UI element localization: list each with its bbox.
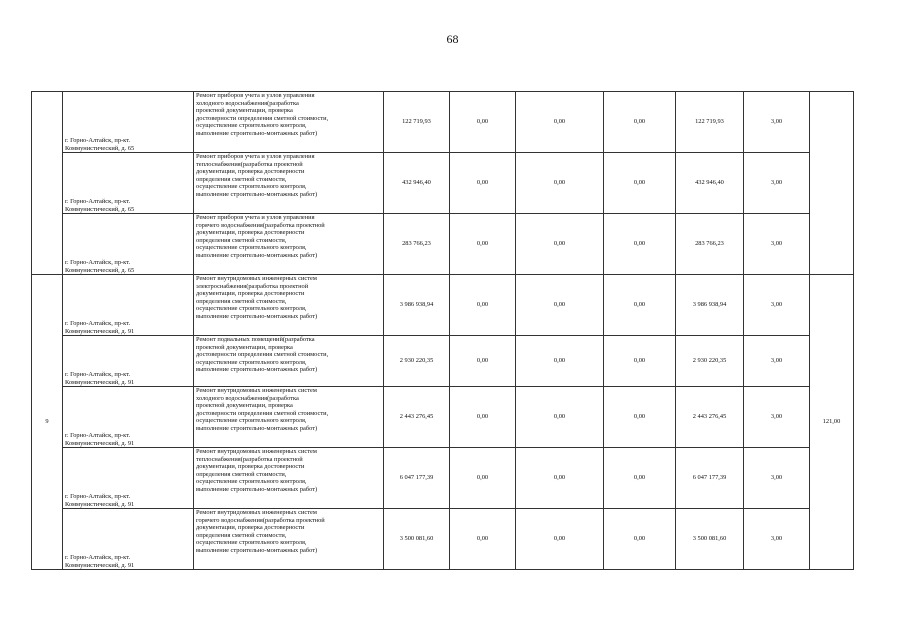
address-line: г. Горно-Алтайск, пр-кт. bbox=[65, 371, 131, 378]
table-row bbox=[32, 448, 854, 509]
rate-cell: 3,00 bbox=[744, 509, 810, 570]
description-line: холодного водоснабжения(разработка bbox=[196, 394, 299, 402]
table-row bbox=[32, 275, 854, 336]
amount-col-4-cell: 0,00 bbox=[604, 92, 676, 153]
description-line: осуществление строительного контроля, bbox=[196, 305, 307, 312]
amount-total-cell: 283 766,23 bbox=[384, 214, 450, 275]
work-description-cell bbox=[194, 214, 384, 275]
description-line: выполнение строительно-монтажных работ) bbox=[196, 251, 318, 259]
rate-cell: 3,00 bbox=[744, 153, 810, 214]
work-description-cell bbox=[194, 92, 384, 153]
address-line: Коммунистический, д. 91 bbox=[65, 561, 135, 569]
work-description-cell bbox=[194, 153, 384, 214]
item-number-cell bbox=[32, 92, 63, 275]
amount-col-2-cell: 0,00 bbox=[450, 387, 516, 448]
description-line: документации, проверка достоверности bbox=[196, 290, 305, 297]
work-description-cell bbox=[194, 387, 384, 448]
amount-col-2-cell: 0,00 bbox=[450, 92, 516, 153]
amount-col-5-cell: 2 443 276,45 bbox=[676, 387, 744, 448]
address-line: г. Горно-Алтайск, пр-кт. bbox=[65, 432, 131, 439]
description-line: Ремонт приборов учета и узлов управления bbox=[196, 214, 315, 221]
amount-col-4-cell: 0,00 bbox=[604, 448, 676, 509]
description-line: осуществление строительного контроля, bbox=[196, 358, 307, 366]
description-line: выполнение строительно-монтажных работ) bbox=[196, 424, 318, 432]
amount-col-3-cell: 0,00 bbox=[516, 92, 604, 153]
work-description-cell bbox=[194, 448, 384, 509]
description-line: определения сметной стоимости, bbox=[196, 470, 287, 478]
description-line: проектной документации, проверка bbox=[196, 343, 293, 351]
amount-total-cell: 6 047 177,39 bbox=[384, 448, 450, 509]
works-table bbox=[31, 91, 854, 570]
description-line: достоверности определения сметной стоимости, bbox=[196, 114, 329, 122]
amount-col-5-cell: 283 766,23 bbox=[676, 214, 744, 275]
address-cell bbox=[63, 214, 194, 275]
description-line: осуществление строительного контроля, bbox=[196, 122, 307, 129]
rate-cell: 3,00 bbox=[744, 275, 810, 336]
description-line: теплоснабжения(разработка проектной bbox=[196, 455, 303, 463]
amount-col-3-cell: 0,00 bbox=[516, 153, 604, 214]
description-line: проектной документации, проверка bbox=[196, 107, 293, 114]
address-line: Коммунистический, д. 65 bbox=[65, 205, 135, 213]
description-line: документации, проверка достоверности bbox=[196, 168, 305, 175]
address-line: г. Горно-Алтайск, пр-кт. bbox=[65, 493, 131, 500]
amount-col-4-cell: 0,00 bbox=[604, 336, 676, 387]
address-cell bbox=[63, 275, 194, 336]
address-line: г. Горно-Алтайск, пр-кт. bbox=[65, 320, 131, 327]
description-line: документации, проверка достоверности bbox=[196, 524, 305, 531]
group-total-cell: 121,00 bbox=[810, 275, 854, 570]
description-line: выполнение строительно-монтажных работ) bbox=[196, 485, 318, 493]
description-line: определения сметной стоимости, bbox=[196, 175, 287, 183]
amount-col-5-cell: 432 946,40 bbox=[676, 153, 744, 214]
description-line: электроснабжения(разработка проектной bbox=[196, 282, 309, 290]
amount-col-4-cell: 0,00 bbox=[604, 153, 676, 214]
address-line: Коммунистический, д. 91 bbox=[65, 500, 135, 508]
description-line: достоверности определения сметной стоимости, bbox=[196, 409, 329, 417]
amount-col-3-cell: 0,00 bbox=[516, 448, 604, 509]
address-line: г. Горно-Алтайск, пр-кт. bbox=[65, 554, 131, 561]
amount-col-3-cell: 0,00 bbox=[516, 336, 604, 387]
amount-col-5-cell: 6 047 177,39 bbox=[676, 448, 744, 509]
address-line: г. Горно-Алтайск, пр-кт. bbox=[65, 198, 131, 205]
description-line: осуществление строительного контроля, bbox=[196, 417, 307, 424]
rate-cell: 3,00 bbox=[744, 214, 810, 275]
amount-col-5-cell: 2 930 220,35 bbox=[676, 336, 744, 387]
description-line: определения сметной стоимости, bbox=[196, 236, 287, 244]
amount-col-2-cell: 0,00 bbox=[450, 448, 516, 509]
description-line: осуществление строительного контроля, bbox=[196, 478, 307, 485]
amount-total-cell: 2 930 220,35 bbox=[384, 336, 450, 387]
amount-total-cell: 2 443 276,45 bbox=[384, 387, 450, 448]
amount-total-cell: 432 946,40 bbox=[384, 153, 450, 214]
description-line: осуществление строительного контроля, bbox=[196, 183, 307, 190]
table-row bbox=[32, 153, 854, 214]
description-line: теплоснабжения(разработка проектной bbox=[196, 160, 303, 168]
amount-col-4-cell: 0,00 bbox=[604, 387, 676, 448]
rate-cell: 3,00 bbox=[744, 448, 810, 509]
address-line: Коммунистический, д. 91 bbox=[65, 378, 135, 386]
address-cell bbox=[63, 387, 194, 448]
address-line: Коммунистический, д. 91 bbox=[65, 327, 135, 335]
amount-col-2-cell: 0,00 bbox=[450, 214, 516, 275]
address-line: г. Горно-Алтайск, пр-кт. bbox=[65, 259, 131, 266]
description-line: выполнение строительно-монтажных работ) bbox=[196, 546, 318, 554]
description-line: определения сметной стоимости, bbox=[196, 297, 287, 305]
amount-total-cell: 122 719,93 bbox=[384, 92, 450, 153]
table-row bbox=[32, 92, 854, 153]
address-line: Коммунистический, д. 91 bbox=[65, 439, 135, 447]
description-line: выполнение строительно-монтажных работ) bbox=[196, 366, 318, 373]
address-line: Коммунистический, д. 65 bbox=[65, 144, 135, 152]
description-line: Ремонт внутридомовых инженерных систем bbox=[196, 509, 317, 516]
address-line: г. Горно-Алтайск, пр-кт. bbox=[65, 137, 131, 144]
amount-col-5-cell: 3 500 081,60 bbox=[676, 509, 744, 570]
group-total-cell bbox=[810, 92, 854, 275]
amount-total-cell: 3 500 081,60 bbox=[384, 509, 450, 570]
description-line: документации, проверка достоверности bbox=[196, 229, 305, 236]
rate-cell: 3,00 bbox=[744, 387, 810, 448]
description-line: Ремонт внутридомовых инженерных систем bbox=[196, 275, 317, 282]
amount-col-4-cell: 0,00 bbox=[604, 275, 676, 336]
amount-col-3-cell: 0,00 bbox=[516, 275, 604, 336]
description-line: выполнение строительно-монтажных работ) bbox=[196, 312, 318, 320]
description-line: выполнение строительно-монтажных работ) bbox=[196, 129, 318, 137]
amount-col-5-cell: 3 986 938,94 bbox=[676, 275, 744, 336]
address-cell bbox=[63, 92, 194, 153]
table-row bbox=[32, 336, 854, 387]
rate-cell: 3,00 bbox=[744, 336, 810, 387]
address-cell bbox=[63, 509, 194, 570]
amount-col-3-cell: 0,00 bbox=[516, 509, 604, 570]
description-line: определения сметной стоимости, bbox=[196, 531, 287, 539]
amount-col-2-cell: 0,00 bbox=[450, 509, 516, 570]
description-line: горячего водоснабжения(разработка проектной bbox=[196, 221, 325, 229]
amount-col-2-cell: 0,00 bbox=[450, 153, 516, 214]
page-number: 68 bbox=[446, 32, 459, 46]
address-cell bbox=[63, 153, 194, 214]
address-line: Коммунистический, д. 65 bbox=[65, 266, 135, 274]
description-line: горячего водоснабжения(разработка проектной bbox=[196, 516, 325, 524]
work-description-cell bbox=[194, 336, 384, 387]
table-row bbox=[32, 387, 854, 448]
address-cell bbox=[63, 448, 194, 509]
work-description-cell bbox=[194, 275, 384, 336]
amount-col-4-cell: 0,00 bbox=[604, 214, 676, 275]
description-line: Ремонт внутридомовых инженерных систем bbox=[196, 448, 317, 455]
rate-cell: 3,00 bbox=[744, 92, 810, 153]
amount-col-3-cell: 0,00 bbox=[516, 214, 604, 275]
work-description-cell bbox=[194, 509, 384, 570]
description-line: Ремонт внутридомовых инженерных систем bbox=[196, 387, 317, 394]
description-line: холодного водоснабжения(разработка bbox=[196, 99, 299, 107]
amount-col-4-cell: 0,00 bbox=[604, 509, 676, 570]
description-line: проектной документации, проверка bbox=[196, 402, 293, 409]
description-line: осуществление строительного контроля, bbox=[196, 539, 307, 546]
amount-col-2-cell: 0,00 bbox=[450, 275, 516, 336]
description-line: Ремонт приборов учета и узлов управления bbox=[196, 153, 315, 160]
description-line: Ремонт приборов учета и узлов управления bbox=[196, 92, 315, 99]
description-line: достоверности определения сметной стоимости, bbox=[196, 351, 329, 358]
table-row bbox=[32, 509, 854, 570]
description-line: осуществление строительного контроля, bbox=[196, 244, 307, 251]
amount-col-3-cell: 0,00 bbox=[516, 387, 604, 448]
table-row bbox=[32, 214, 854, 275]
item-number-cell: 9 bbox=[32, 275, 63, 570]
description-line: Ремонт подвальных помещений(разработка bbox=[196, 336, 315, 343]
description-line: документации, проверка достоверности bbox=[196, 463, 305, 470]
description-line: выполнение строительно-монтажных работ) bbox=[196, 190, 318, 198]
address-cell bbox=[63, 336, 194, 387]
amount-col-5-cell: 122 719,93 bbox=[676, 92, 744, 153]
amount-total-cell: 3 986 938,94 bbox=[384, 275, 450, 336]
amount-col-2-cell: 0,00 bbox=[450, 336, 516, 387]
table-body bbox=[32, 92, 854, 570]
